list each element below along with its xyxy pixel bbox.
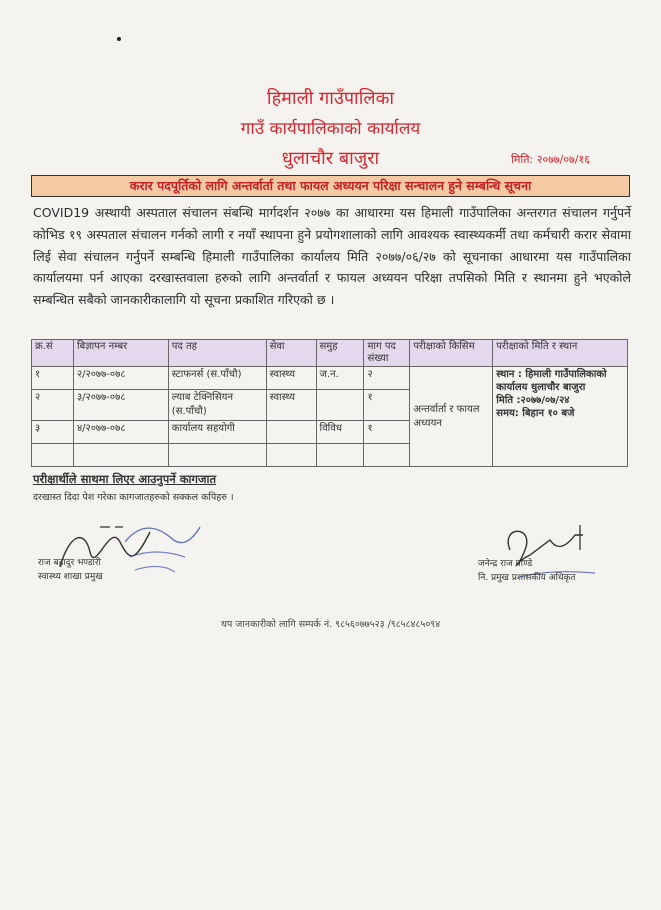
col-service: सेवा	[266, 340, 316, 367]
speck	[117, 37, 121, 41]
cell-group: ज.न.	[316, 367, 364, 390]
notice-body: COVID19 अस्थायी अस्पताल संचालन संबन्धि मार्गदर्शन २०७७ का आधारमा यस हिमाली गाउँपालिका अन्तरगत संचालन गर्नुपर्ने कोभिड १९ अस्पताल संचालन गर्नको लागी र नयाँ स्थापना हुने प्रयोगशालाको लागि आवश्यक स्वास्थ्यकर्मी तथा कर्मचारी करार सेवामा लिई सेवा संचालन गर्नुपर्ने सम्बन्धि हिमाली गाउँपालिका कार्यालय मिति २०७७/०६/२७ को सूचनाका आधारमा यस गाउँपालिका कार्यालयमा पर्न आएका दरखास्तवाला हरुको लागि अन्तर्वार्ता र फायल अध्ययन परिक्षा तपसिको मिति र स्थानमा हुने भएकोले सम्बन्धित सबैको जानकारीकालागि यो सूचना प्रकाशित गरिएको छ ।	[33, 205, 631, 308]
table-row	[32, 367, 628, 390]
notice-title: करार पदपूर्तिको लागि अन्तर्वार्ता तथा फायल अध्ययन परिक्षा सन्चालन हुने सम्बन्धि सूचना	[31, 175, 630, 197]
col-sn: क्र.सं	[32, 340, 74, 367]
exam-place-text: स्थान : हिमाली गाउँपालिकाको कार्यालय धुलाचौर बाजुरा	[496, 369, 607, 393]
cell-ad-no: २/२०७७-०७८	[73, 367, 168, 390]
exam-date-text: मिति :२०७७/०७/२४	[496, 395, 570, 406]
cell-sn: १	[32, 367, 74, 390]
right-signatory-name: जनेन्द्र राज पाण्डे	[478, 559, 533, 569]
exam-time-text: समय: बिहान १० बजे	[496, 408, 575, 419]
org-name: हिमाली गाउँपालिका	[266, 88, 395, 109]
cell-group	[316, 390, 364, 421]
office-name: गाउँ कार्यपालिकाको कार्यालय	[240, 119, 421, 139]
col-count: माग पद संख्या	[364, 340, 410, 367]
notice-date: मिति: २०७७/०७/१६	[511, 153, 590, 166]
cell-post: ल्याब टेक्निसियन (स.पाँचौ)	[168, 390, 266, 421]
office-location: धुलाचौर बाजुरा	[281, 148, 380, 169]
cell-count: १	[364, 390, 410, 421]
cell-exam-type: अन्तर्वार्ता र फायल अध्ययन	[410, 367, 493, 467]
right-signatory-title: नि. प्रमुख प्रशासकीय अधिकृत	[478, 573, 576, 583]
cell-count: २	[364, 367, 410, 390]
cell-ad-no: ३/२०७७-०७८	[73, 390, 168, 421]
contact-line: थप जानकारीको लागि सम्पर्क नं. ९८५६०७७५२३ /९८५८४८५०९४	[220, 619, 441, 630]
right-signatory	[478, 557, 576, 585]
cell-group: विविध	[316, 421, 364, 444]
exam-schedule-table	[31, 339, 628, 467]
documents-title: परीक्षार्थीले साथमा लिएर आउनुपर्ने कागजात	[33, 472, 217, 486]
col-group: समुह	[316, 340, 364, 367]
cell-post: कार्यालय सहयोगी	[168, 421, 266, 444]
col-post: पद तह	[168, 340, 266, 367]
col-exam-type: परीक्षाको किसिम	[410, 340, 493, 367]
cell-service	[266, 421, 316, 444]
col-exam-place: परीक्षाको मिति र स्थान	[493, 340, 628, 367]
cell-ad-no: ४/२०७७-०७८	[73, 421, 168, 444]
left-signatory-name: राज बहादुर भण्डारी	[38, 558, 101, 568]
cell-service: स्वास्थ्य	[266, 367, 316, 390]
cell-post: स्टाफनर्स (स.पाँचौ)	[168, 367, 266, 390]
cell-count: १	[364, 421, 410, 444]
left-signatory	[38, 556, 103, 584]
cell-sn: ३	[32, 421, 74, 444]
cell-service: स्वास्थ्य	[266, 390, 316, 421]
cell-sn: २	[32, 390, 74, 421]
cell-exam-place	[493, 367, 628, 467]
table-header-row	[32, 340, 628, 367]
left-signatory-title: स्वास्थ्य शाखा प्रमुख	[38, 572, 103, 582]
documents-text: दरखास्त दिदा पेश गरेका कागजातहरुको सक्कल कपिहरु ।	[33, 492, 234, 503]
col-ad-no: बिज्ञापन नम्बर	[73, 340, 168, 367]
